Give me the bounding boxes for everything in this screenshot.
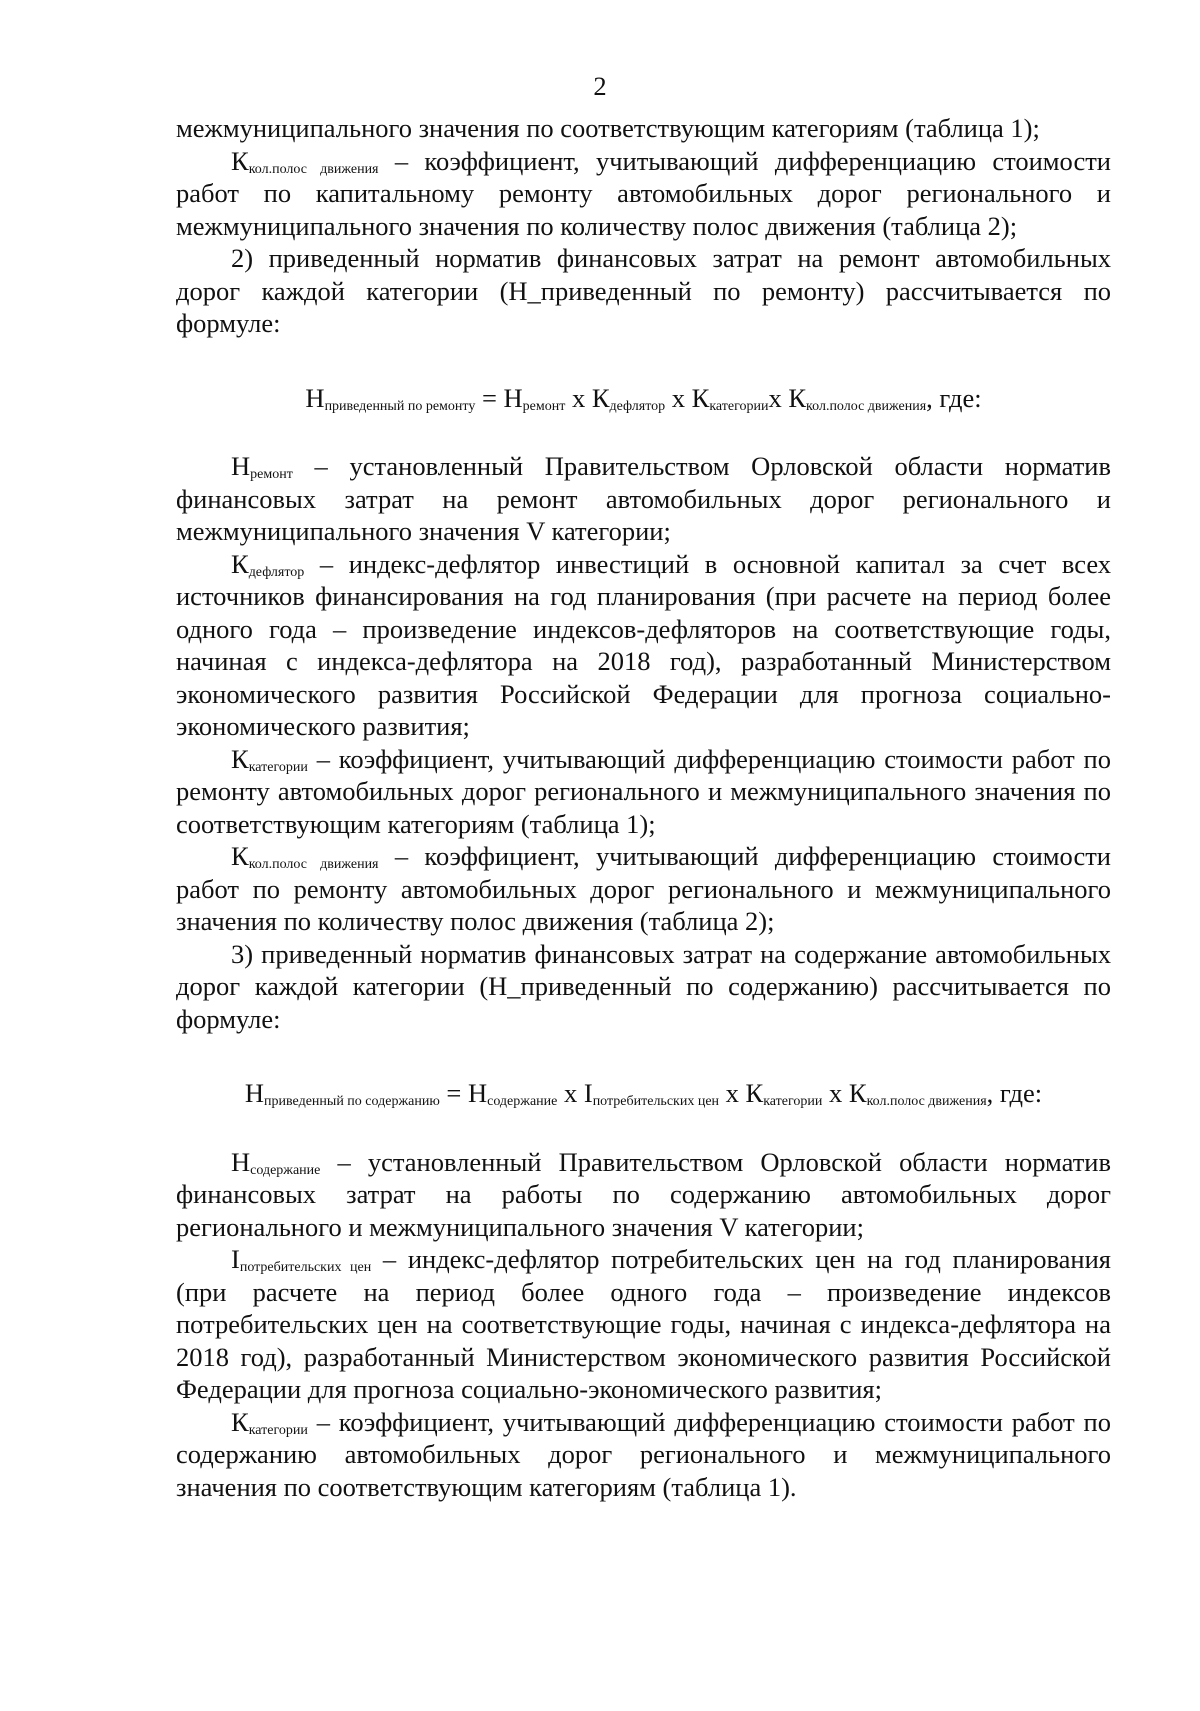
text-run: х К	[822, 1078, 867, 1108]
subscript: дефлятор	[248, 564, 305, 580]
subscript: категории	[763, 1094, 823, 1109]
paragraph	[176, 1243, 1111, 1406]
text-run: = Н	[475, 382, 523, 413]
subscript: приведенный по содержанию	[264, 1094, 440, 1109]
subscript: ремонт	[250, 467, 293, 482]
text-run: К	[231, 841, 249, 871]
text-run: К	[231, 1406, 249, 1437]
text-run: х I	[557, 1078, 593, 1108]
subscript: содержание	[250, 1162, 321, 1178]
text-run: Н	[231, 1146, 251, 1177]
paragraph	[176, 450, 1111, 548]
subscript: кол.полос движения	[248, 857, 379, 872]
paragraph	[176, 1146, 1111, 1244]
text-run: х К	[565, 382, 610, 413]
text-run: , где:	[986, 1078, 1043, 1108]
text-run: – установленный Правительством Орловской области норматив финансовых затрат на работы по содержанию автомобильных дорог регионального и межмуниципального значения V категории;	[176, 1146, 1111, 1242]
text-run: Н	[231, 451, 251, 481]
document-body	[176, 112, 1111, 1503]
text-run: – индекс-дефлятор потребительских цен на год планирования (при расчете на период более одного года – произведение индексов потребительских цен на соответствующие годы, начиная с индекса-дефлятора на 2018 год), разработанный Министерством экономического развития Российской Федерации для прогноза социально-экономического развития;	[176, 1244, 1111, 1404]
formula	[176, 1077, 1111, 1110]
subscript: категории	[248, 1422, 308, 1438]
text-run: К	[231, 548, 249, 579]
text-run: межмуниципального значения по соответствующим категориям (таблица 1);	[176, 113, 1040, 143]
subscript: категории	[248, 759, 308, 775]
subscript: кол.полос движения	[248, 161, 379, 177]
paragraph	[176, 938, 1111, 1036]
text-run: Н	[305, 382, 325, 413]
subscript: приведенный по ремонту	[324, 398, 476, 414]
text-run: – коэффициент, учитывающий дифференциацию стоимости работ по ремонту автомобильных дорог регионального и межмуниципального значения по соответствующим категориям (таблица 1);	[176, 743, 1111, 839]
paragraph	[176, 112, 1111, 145]
text-run: – коэффициент, учитывающий дифференциацию стоимости работ по капитальному ремонту автомобильных дорог регионального и межмуниципального значения по количеству полос движения (таблица 2);	[176, 145, 1111, 241]
subscript: потребительских цен	[592, 1094, 720, 1109]
text-run: – индекс-дефлятор инвестиций в основной капитал за счет всех источников финансирования на год планирования (при расчете на период более одного года – произведение индексов-дефляторов на соответствующие годы, начиная с индекса-дефлятора на 2018 год), разработанный Министерством экономического развития Российской Федерации для прогноза социально-экономического развития;	[176, 548, 1111, 741]
text-run: 2) приведенный норматив финансовых затрат на ремонт автомобильных дорог каждой категории (Н_приведенный по ремонту) рассчитывается по формуле:	[176, 243, 1111, 338]
page-number: 2	[593, 71, 607, 101]
text-run: – коэффициент, учитывающий дифференциацию стоимости работ по ремонту автомобильных дорог регионального и межмуниципального значения по количеству полос движения (таблица 2);	[176, 841, 1111, 936]
subscript: кол.полос движения	[806, 398, 927, 414]
text-run: х К	[719, 1078, 764, 1108]
paragraph	[176, 840, 1111, 938]
text-run: К	[231, 743, 249, 774]
paragraph	[176, 743, 1111, 841]
text-run: х К	[665, 382, 710, 413]
text-run: = Н	[439, 1078, 488, 1108]
formula	[176, 382, 1111, 415]
subscript: дефлятор	[609, 398, 666, 414]
text-run: х К	[768, 382, 807, 413]
paragraph	[176, 1406, 1111, 1504]
subscript: потребительских цен	[239, 1260, 372, 1275]
subscript: кол.полос движения	[866, 1094, 987, 1109]
paragraph	[176, 145, 1111, 243]
subscript: содержание	[487, 1094, 558, 1109]
text-run: 3) приведенный норматив финансовых затрат на содержание автомобильных дорог каждой категории (Н_приведенный по содержанию) рассчитывается по формуле:	[176, 938, 1111, 1034]
paragraph	[176, 242, 1111, 340]
subscript: категории	[709, 398, 769, 414]
subscript: ремонт	[522, 398, 566, 414]
paragraph	[176, 548, 1111, 743]
text-run: – установленный Правительством Орловской области норматив финансовых затрат на ремонт автомобильных дорог регионального и межмуниципального значения V категории;	[176, 451, 1111, 546]
text-run: Н	[244, 1078, 265, 1108]
text-run: I	[231, 1244, 240, 1274]
text-run: – коэффициент, учитывающий дифференциацию стоимости работ по содержанию автомобильных дорог регионального и межмуниципального значения по соответствующим категориям (таблица 1).	[176, 1406, 1111, 1502]
text-run: , где:	[926, 382, 982, 413]
text-run: К	[231, 145, 249, 176]
